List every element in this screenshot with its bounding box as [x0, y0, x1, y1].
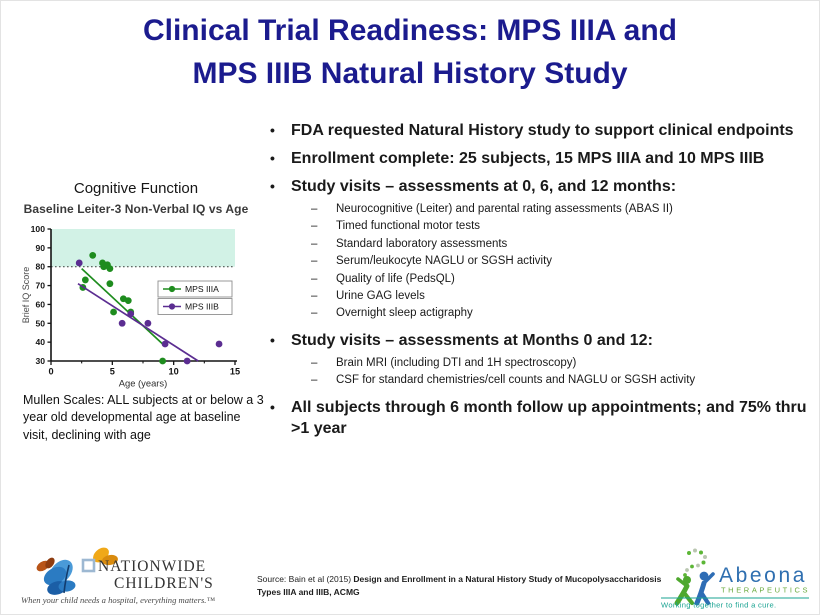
bullet-text: Standard laboratory assessments: [336, 237, 508, 250]
series-mps-iiia: [79, 252, 166, 364]
bullet-text: Brain MRI (including DTI and 1H spectroscopy): [336, 356, 577, 369]
bullet-item: [261, 176, 813, 197]
legend-marker: [169, 303, 175, 309]
data-point: [162, 341, 169, 348]
bullet-text: Urine GAG levels: [336, 290, 425, 303]
bullet-marker: –: [311, 374, 318, 387]
bullet-text: CSF for standard chemistries/cell counts and NAGLU or SGSH activity: [336, 374, 696, 387]
source-prefix: Source: Bain et al (2015): [257, 574, 354, 584]
data-point: [159, 358, 166, 365]
y-tick-label: 40: [35, 337, 45, 348]
bullet-marker: •: [270, 150, 275, 166]
legend-marker: [169, 286, 175, 292]
bullet-item: [261, 330, 813, 351]
title-line-2: MPS IIIB Natural History Study: [192, 57, 628, 90]
y-axis-label: Brief IQ Score: [21, 266, 31, 324]
page-title: [1, 9, 819, 95]
y-axis-ticks: [31, 224, 51, 366]
data-point: [145, 320, 152, 327]
abeona-logo-art: [659, 546, 811, 610]
bullet-marker: •: [270, 122, 275, 138]
sub-bullet-item: [309, 372, 813, 389]
chart-section-heading: Cognitive Function: [73, 180, 199, 197]
abeona-subtitle: THERAPEUTICS: [721, 585, 811, 595]
bullet-marker: –: [311, 356, 318, 369]
legend-label: MPS IIIB: [185, 301, 219, 312]
abeona-tagline: Working together to find a cure.: [661, 600, 777, 610]
y-tick-label: 80: [35, 261, 45, 272]
sub-bullet-item: [309, 355, 813, 372]
bullet-list: [261, 120, 813, 443]
sub-bullet-item: [309, 288, 813, 305]
title-line-1: Clinical Trial Readiness: MPS IIIA and: [142, 14, 678, 47]
nationwide-childrens-logo: [17, 543, 231, 614]
bullet-marker: –: [311, 255, 318, 268]
y-tick-label: 30: [35, 356, 45, 366]
bullet-text: Neurocognitive (Leiter) and parental rating assessments (ABAS II): [336, 203, 673, 215]
bullet-marker: –: [311, 237, 318, 250]
bullet-marker: –: [311, 203, 318, 215]
bullet-text: Study visits – assessments at Months 0 and 12:: [291, 331, 653, 349]
y-tick-label: 100: [30, 224, 45, 234]
sub-bullet-item: [309, 218, 813, 235]
data-point: [127, 310, 134, 317]
data-point: [184, 358, 191, 365]
data-point: [82, 277, 89, 284]
abeona-wordmark: Abeona: [719, 564, 808, 587]
trend-line: [82, 269, 163, 344]
x-tick-label: 15: [229, 366, 241, 377]
sub-bullet-item: [309, 305, 813, 322]
data-point: [125, 297, 132, 304]
data-point: [119, 320, 126, 327]
bullet-marker: –: [311, 272, 318, 285]
iq-age-chart: [21, 220, 256, 390]
bullet-marker: •: [270, 398, 275, 415]
window-square-icon: [83, 560, 94, 571]
nationwide-tagline: When your child needs a hospital, everything matters.™: [21, 595, 215, 605]
bullet-text: Timed functional motor tests: [336, 220, 481, 233]
y-tick-label: 70: [35, 280, 45, 291]
nationwide-wordmark-line1: NATIONWIDE: [98, 558, 207, 575]
legend-label: MPS IIIA: [185, 284, 219, 294]
data-point: [110, 309, 117, 316]
sub-bullet-item: [309, 236, 813, 253]
bullet-marker: •: [270, 331, 275, 348]
sub-bullet-item: [309, 271, 813, 288]
data-point: [106, 265, 113, 272]
bullet-item: [261, 397, 813, 439]
x-tick-label: 10: [168, 366, 179, 377]
x-axis-ticks: [48, 361, 240, 377]
bullet-marker: –: [311, 307, 318, 320]
bullet-text: Serum/leukocyte NAGLU or SGSH activity: [336, 255, 553, 268]
x-tick-label: 5: [109, 366, 115, 377]
bullet-marker: –: [311, 290, 318, 303]
data-point: [89, 252, 96, 259]
y-tick-label: 90: [35, 242, 45, 253]
nationwide-logo-art: [17, 543, 231, 609]
bullet-text: Enrollment complete: 25 subjects, 15 MPS IIIA and 10 MPS IIIB: [291, 150, 765, 167]
bullet-marker: •: [270, 178, 275, 194]
bullet-text: FDA requested Natural History study to support clinical endpoints: [291, 122, 794, 139]
chart-legend: [158, 281, 232, 315]
bullet-marker: –: [311, 220, 318, 233]
source-reference: Design and Enrollment in a Natural History Study of Mucopolysaccharidosis Types IIIA and IIIB, ACMG: [257, 574, 662, 597]
bullet-item: [261, 120, 813, 141]
y-tick-label: 50: [35, 318, 45, 329]
data-point: [106, 280, 113, 287]
bullet-item: [261, 148, 813, 169]
bullet-text: Overnight sleep actigraphy: [336, 307, 473, 320]
bullet-text: Study visits – assessments at 0, 6, and 12 months:: [291, 178, 677, 195]
sub-bullet-item: [309, 253, 813, 270]
y-tick-label: 60: [35, 299, 45, 310]
nationwide-wordmark-line2: CHILDREN'S: [114, 575, 214, 592]
data-point: [216, 341, 223, 348]
bullet-text: All subjects through 6 month follow up appointments; and 75% thru >1 year: [291, 398, 807, 437]
abeona-therapeutics-logo: [659, 546, 811, 615]
bullet-text: Quality of life (PedsQL): [336, 272, 455, 285]
x-tick-label: 0: [48, 366, 54, 377]
source-citation: [257, 573, 671, 599]
green-person-icon: [677, 576, 692, 603]
sub-bullet-item: [309, 201, 813, 218]
iq-age-chart-svg: [21, 220, 256, 390]
data-point: [76, 260, 83, 267]
x-axis-label: Age (years): [118, 377, 168, 389]
chart-caption: Mullen Scales: ALL subjects at or below a 3 year old developmental age at baseline visit, declining with age: [23, 393, 264, 442]
chart-title: Baseline Leiter-3 Non-Verbal IQ vs Age: [23, 202, 249, 216]
